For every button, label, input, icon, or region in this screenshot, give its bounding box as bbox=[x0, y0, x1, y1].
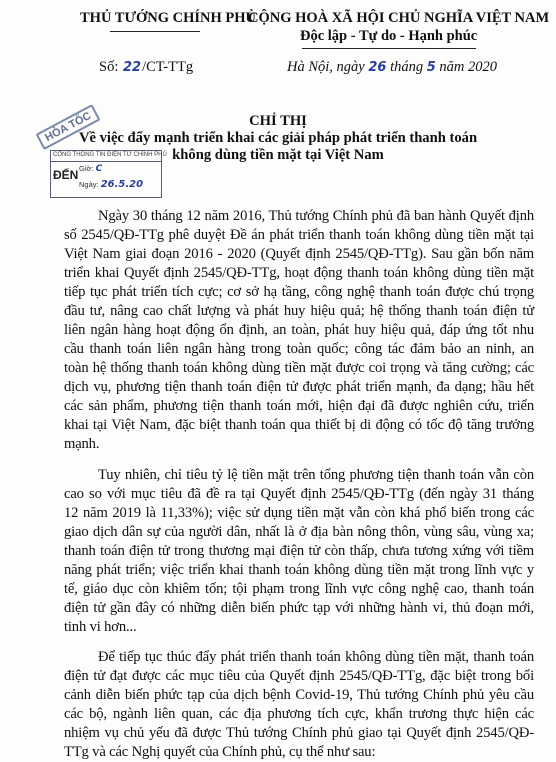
directive-kind: CHỈ THỊ bbox=[249, 113, 307, 129]
receipt-stamp-date bbox=[79, 179, 143, 190]
body-line: Để tiếp tục thúc đẩy phát triển thanh toán không dùng tiền mặt, thanh toán bbox=[98, 649, 534, 665]
receipt-stamp-title: CỔNG THÔNG TIN ĐIỆN TỬ CHÍNH PHỦ bbox=[53, 152, 167, 158]
date-month: 5 bbox=[426, 60, 436, 75]
body-line: Tuy nhiên, chỉ tiêu tỷ lệ tiền mặt trên tổng phương tiện thanh toán vẫn còn bbox=[98, 467, 534, 483]
body-line: Ngày 30 tháng 12 năm 2016, Thủ tướng Chính phủ đã ban hành Quyết định bbox=[98, 208, 534, 224]
body-line: đầu tư, nâng cao chất lượng và phát huy hiệu quả; hệ thống thanh toán điện tử bbox=[64, 303, 534, 319]
country-name: CỘNG HOÀ XÃ HỘI CHỦ NGHĨA VIỆT NAM bbox=[248, 10, 550, 26]
body-line: Việt Nam giai đoạn 2016 - 2020 (Quyết định 2545/QĐ-TTg). Sau gần bốn năm bbox=[64, 246, 534, 262]
doc-no-handwritten: 22 bbox=[122, 60, 142, 75]
body-line: tiếp tục phát triển tích cực; cơ sở hạ tầng, công nghệ thanh toán được chú trọng bbox=[64, 284, 534, 300]
body-line: các bộ, ngành liên quan, các địa phương tích cực, khẩn trương thực hiện các bbox=[64, 706, 534, 722]
body-line: dịch vụ, phương tiện thanh toán điện tử được phát triển mạnh, đa dạng; hầu hết bbox=[64, 379, 534, 395]
receipt-hour-label: Giờ: bbox=[79, 164, 94, 173]
date-day: 26 bbox=[368, 60, 387, 75]
receipt-stamp-label: ĐẾN bbox=[53, 168, 79, 182]
body-line: nhiệm vụ chủ yếu đã được Thủ tướng Chính phủ giao tại Quyết định 2545/QĐ- bbox=[64, 725, 534, 741]
body-line: số 2545/QĐ-TTg phê duyệt Đề án phát triển thanh toán không dùng tiền mặt tại bbox=[64, 227, 534, 243]
body-line: triển khai Quyết định 2545/QĐ-TTg, hoạt động thanh toán không dùng tiền mặt bbox=[64, 265, 534, 281]
doc-no-suffix: /CT-TTg bbox=[142, 59, 194, 75]
document-number bbox=[99, 59, 193, 76]
directive-subject-line2: không dùng tiền mặt tại Việt Nam bbox=[172, 147, 384, 163]
date-mid: tháng bbox=[390, 59, 424, 75]
doc-no-prefix: Số: bbox=[99, 59, 119, 75]
body-line: các sản phẩm, phương tiện thanh toán mới, hiện đại đã được nghiên cứu, triển bbox=[64, 398, 534, 414]
receipt-stamp-hour bbox=[79, 164, 102, 174]
body-line: điện tử đạt được các mục tiêu của Quyết định 2545/QĐ-TTg, đặc biệt trong bối bbox=[64, 668, 534, 684]
national-motto: Độc lập - Tự do - Hạnh phúc bbox=[300, 28, 478, 44]
receipt-date-value: 26.5.20 bbox=[100, 179, 144, 190]
motto-underline bbox=[302, 48, 476, 49]
body-line: cao so với mục tiêu đã đề ra tại Quyết định 2545/QĐ-TTg (đến ngày 31 tháng bbox=[64, 486, 534, 502]
body-line: toàn hệ thống thanh toán không dùng tiền mặt được coi trọng và tăng cường; các bbox=[64, 360, 534, 376]
body-line: liên ngân hàng hoạt động ổn định, an toàn, phát huy hiệu quả, đáp ứng tốt nhu bbox=[64, 322, 534, 338]
body-line: 12 năm 2019 là 11,33%); việc sử dụng tiền mặt vẫn còn khá phổ biến trong các bbox=[64, 505, 534, 521]
body-line: cầu thanh toán liên ngân hàng trong toàn quốc; công tác đảm bảo an ninh, an bbox=[64, 341, 534, 357]
body-line: tế, giáo dục còn khiêm tốn; tội phạm trong lĩnh vực công nghệ cao, thanh toán bbox=[64, 581, 534, 597]
body-line: mạnh. bbox=[64, 436, 100, 452]
issuing-agency: THỦ TƯỚNG CHÍNH PHỦ bbox=[80, 10, 257, 26]
body-line: cảnh diễn biến phức tạp của dịch bệnh Covid-19, Thủ tướng Chính phủ yêu cầu bbox=[64, 687, 534, 703]
document-date bbox=[287, 59, 497, 76]
body-line: TTg và các Nghị quyết của Chính phủ, cụ thể như sau: bbox=[64, 744, 376, 760]
receipt-hour-value: C bbox=[95, 164, 103, 174]
agency-underline bbox=[110, 31, 200, 32]
body-line: năng phát triển; việc triển khai thanh toán không dùng tiền mặt trong lĩnh vực y bbox=[64, 562, 534, 578]
directive-subject-line1: Về việc đẩy mạnh triển khai các giải pháp phát triển thanh toán bbox=[78, 130, 478, 146]
date-prefix: Hà Nội, ngày bbox=[287, 59, 365, 75]
urgent-stamp: HỎA TỐC bbox=[36, 104, 101, 150]
body-line: tinh vi hơn... bbox=[64, 619, 137, 635]
body-line: thanh toán điện tử trong thương mại điện tử còn thấp, chưa tương xứng với tiềm bbox=[64, 543, 534, 559]
receipt-stamp bbox=[50, 150, 167, 198]
body-line: điện tử gần đây có những diễn biến phức tạp với những hành vi, thủ đoạn mới, bbox=[64, 600, 534, 616]
receipt-stamp-divider bbox=[51, 161, 161, 162]
date-suffix: năm 2020 bbox=[439, 59, 498, 75]
body-line: giao dịch dân sự của người dân, nhất là ở địa bàn nông thôn, vùng sâu, vùng xa; bbox=[64, 524, 534, 540]
body-line: khai tại Việt Nam, đặc biệt thanh toán qua thiết bị di động có tốc độ tăng trưởng bbox=[64, 417, 534, 433]
receipt-date-label: Ngày: bbox=[79, 180, 99, 189]
